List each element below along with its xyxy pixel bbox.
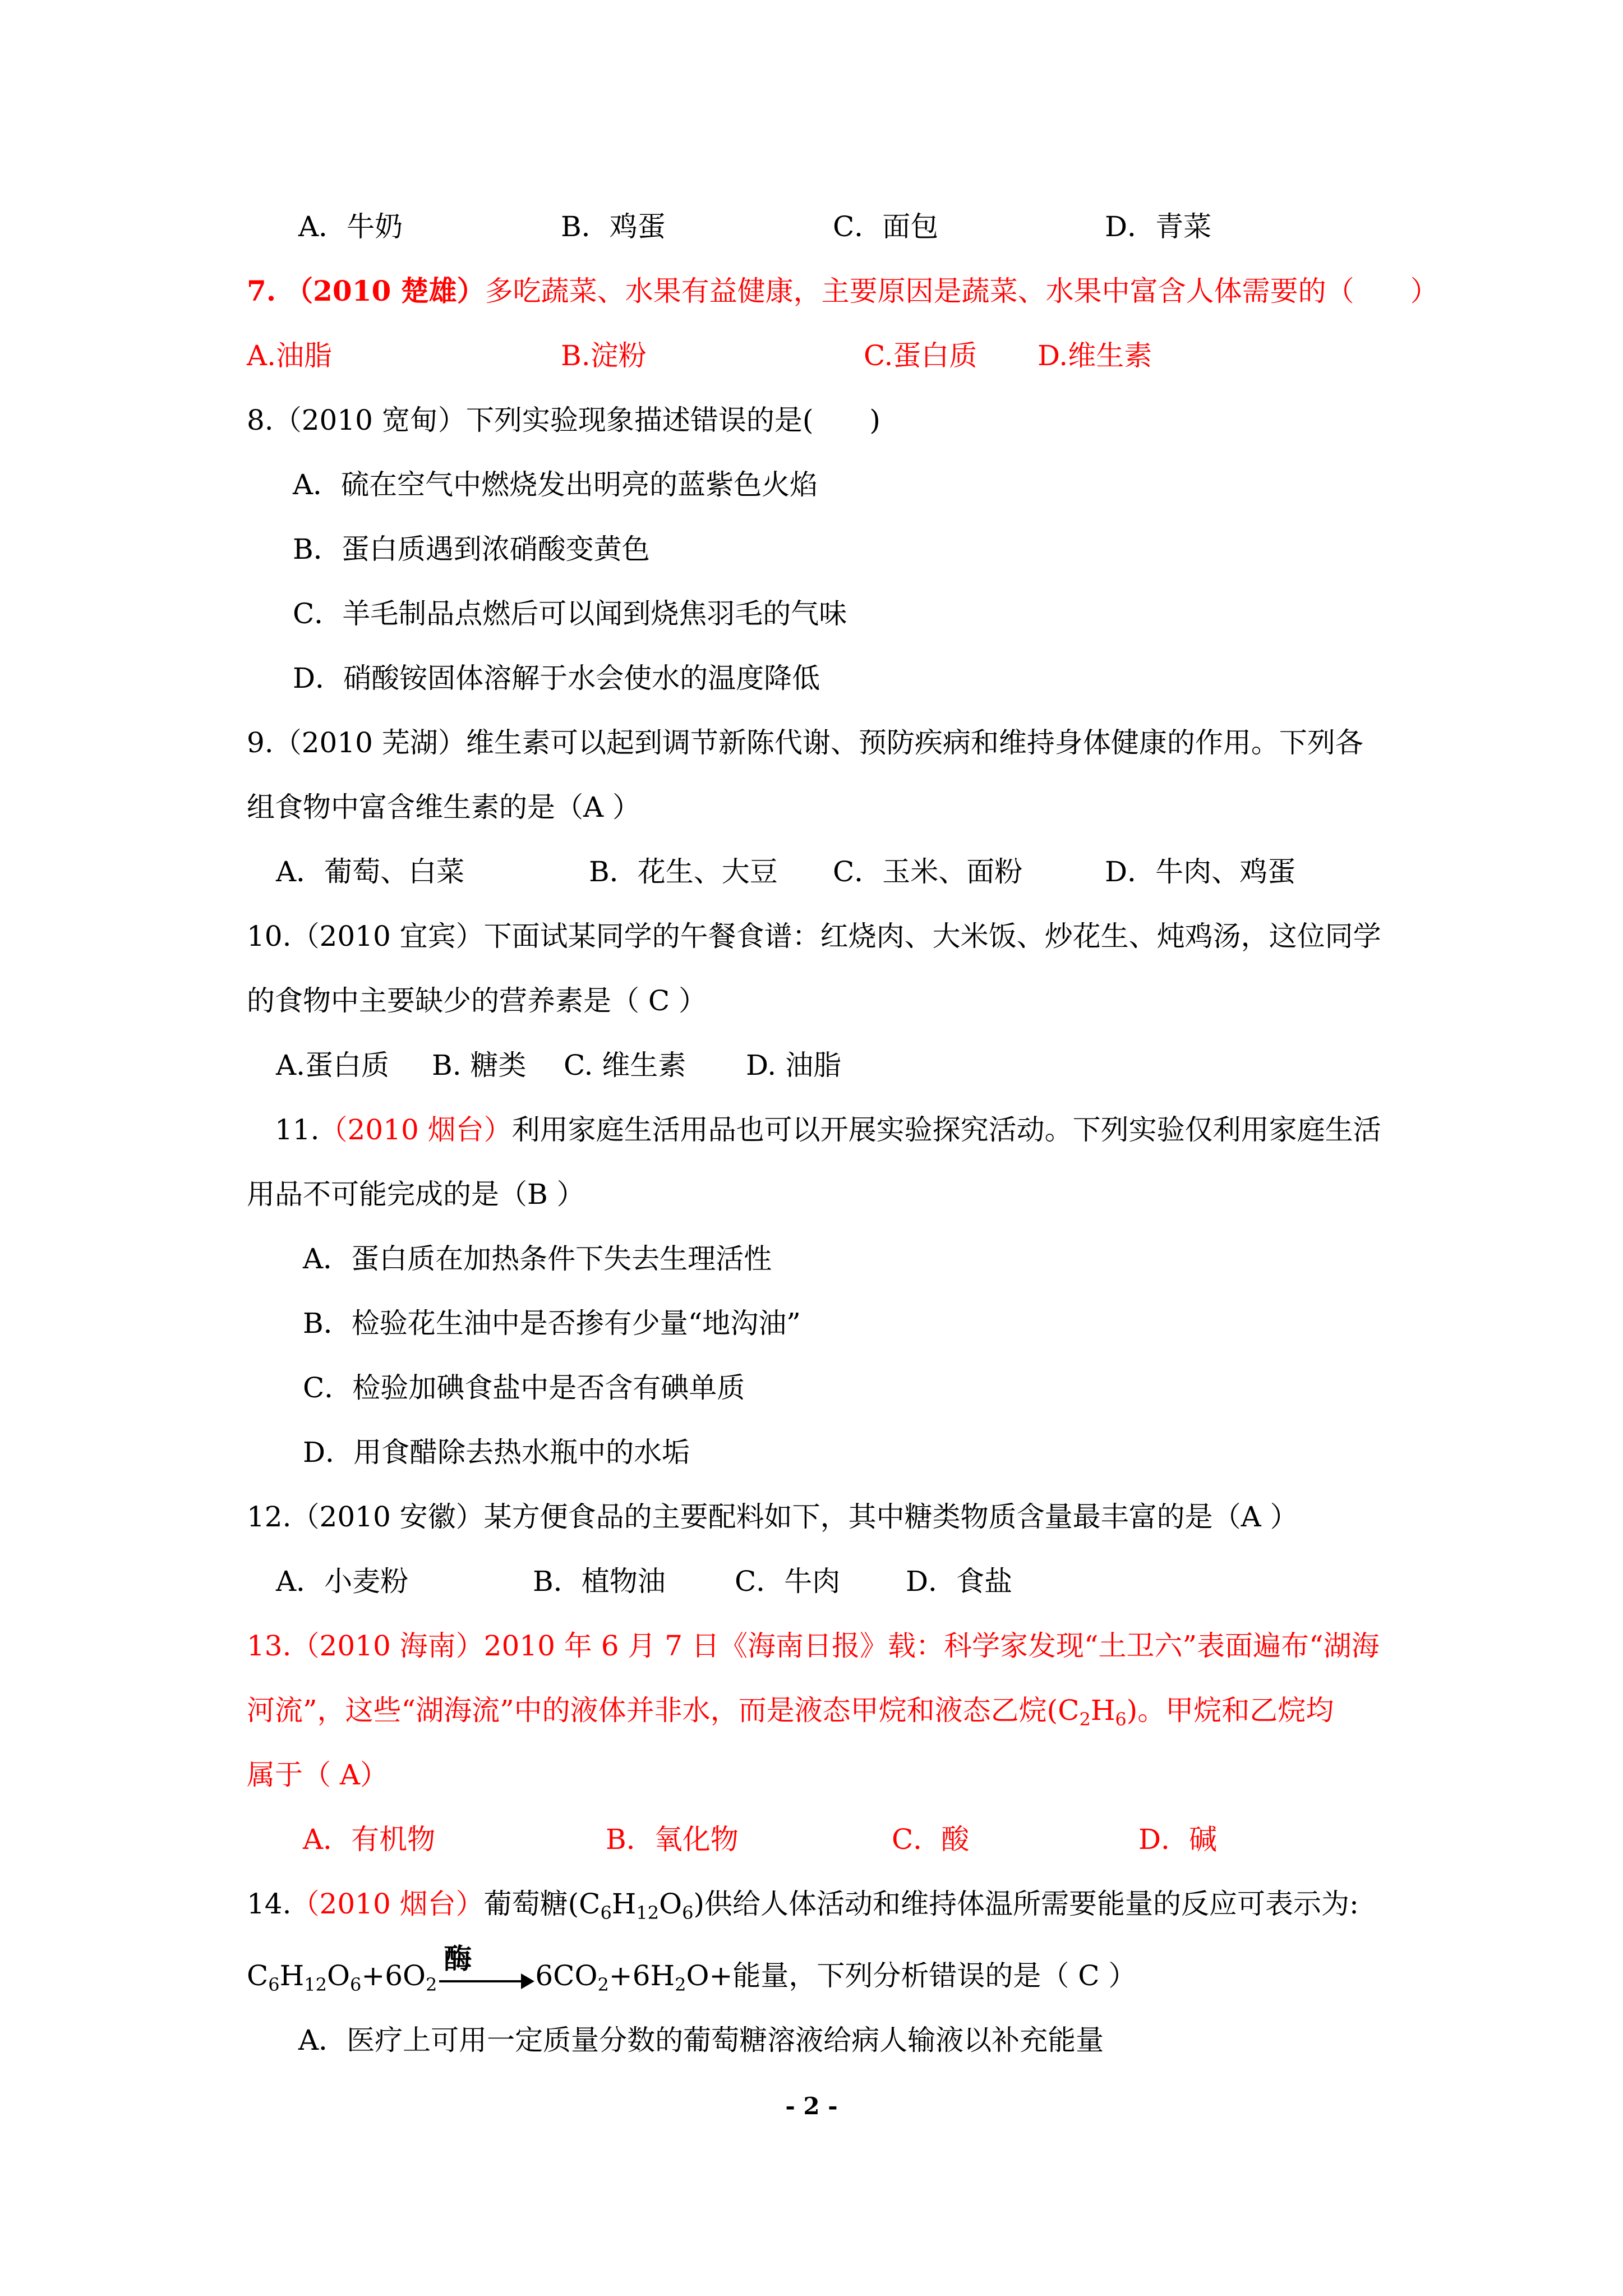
q6-option-d: D．青菜 bbox=[1105, 210, 1212, 243]
q11-option-a: A．蛋白质在加热条件下失去生理活性 bbox=[303, 1243, 772, 1275]
eq-text: C bbox=[247, 1959, 269, 1992]
q11-text: 利用家庭生活用品也可以开展实验探究活动。下列实验仅利用家庭生活 bbox=[511, 1114, 1381, 1146]
eq-text: 6CO bbox=[535, 1959, 598, 1992]
q11-option-b: B．检验花生油中是否掺有少量“地沟油” bbox=[303, 1307, 801, 1340]
q13-subscript: 6 bbox=[1115, 1709, 1127, 1730]
q11-source: （2010 烟台） bbox=[319, 1114, 512, 1146]
eq-text: +6H bbox=[608, 1959, 675, 1992]
q13-option-b: B．氧化物 bbox=[606, 1823, 739, 1856]
q7-option-c: C.蛋白质 bbox=[864, 339, 978, 372]
q8-option-c: C．羊毛制品点燃后可以闻到烧焦羽毛的气味 bbox=[293, 597, 847, 630]
q14-stem-text: )供给人体活动和维持体温所需要能量的反应可表示为: bbox=[693, 1888, 1359, 1920]
q13-option-c: C．酸 bbox=[892, 1823, 970, 1856]
eq-subscript: 2 bbox=[426, 1974, 437, 1995]
eq-subscript: 12 bbox=[304, 1974, 327, 1995]
q7-option-a: A.油脂 bbox=[247, 339, 333, 372]
eq-text: O bbox=[326, 1959, 350, 1992]
q13-stem-line2 bbox=[247, 1692, 1334, 1728]
q10-stem-line2: 的食物中主要缺少的营养素是（ C ） bbox=[247, 984, 707, 1017]
q12-option-a: A．小麦粉 bbox=[276, 1565, 409, 1598]
q11-stem-line1 bbox=[275, 1112, 1381, 1148]
q12-option-c: C．牛肉 bbox=[735, 1565, 841, 1598]
q8-option-b: B．蛋白质遇到浓硝酸变黄色 bbox=[293, 533, 650, 565]
q14-stem-text: O bbox=[659, 1888, 683, 1920]
q10-option-d: D. 油脂 bbox=[746, 1049, 842, 1082]
q8-option-a: A．硫在空气中燃烧发出明亮的蓝紫色火焰 bbox=[293, 468, 818, 501]
eq-subscript: 6 bbox=[268, 1974, 280, 1995]
arrow-head-icon bbox=[521, 1973, 534, 1989]
q7-source: （2010 楚雄） bbox=[285, 274, 485, 307]
q10-option-c: C. 维生素 bbox=[564, 1049, 686, 1082]
q14-stem-text: 葡萄糖(C bbox=[483, 1888, 601, 1920]
q11-number: 11. bbox=[275, 1114, 320, 1146]
eq-subscript: 2 bbox=[675, 1974, 686, 1995]
eq-subscript: 2 bbox=[597, 1974, 609, 1995]
q14-equation bbox=[247, 1942, 1137, 1995]
q11-option-c: C．检验加碘食盐中是否含有碘单质 bbox=[303, 1372, 745, 1404]
q11-stem-line2: 用品不可能完成的是（B ） bbox=[247, 1178, 585, 1211]
q9-stem-line1: 9.（2010 芜湖）维生素可以起到调节新陈代谢、预防疾病和维持身体健康的作用。下列各 bbox=[247, 726, 1363, 759]
q6-option-b: B．鸡蛋 bbox=[561, 210, 666, 243]
q6-option-c: C．面包 bbox=[833, 210, 939, 243]
q14-subscript: 6 bbox=[600, 1902, 612, 1924]
page-number: - 2 - bbox=[785, 2092, 838, 2120]
q13-stem-line1: 13.（2010 海南）2010 年 6 月 7 日《海南日报》载：科学家发现“土卫六”表面遍布“湖海 bbox=[247, 1630, 1380, 1662]
q7-stem bbox=[247, 273, 1438, 309]
q10-stem-line1: 10.（2010 宜宾）下面试某同学的午餐食谱：红烧肉、大米饭、炒花生、炖鸡汤，这位同学 bbox=[247, 920, 1381, 953]
q9-option-d: D．牛肉、鸡蛋 bbox=[1105, 855, 1296, 888]
q13-line2-text: 河流”，这些“湖海流”中的液体并非水，而是液态甲烷和液态乙烷(C bbox=[247, 1694, 1080, 1727]
q13-option-d: D．碱 bbox=[1138, 1823, 1218, 1856]
q9-option-b: B．花生、大豆 bbox=[589, 855, 778, 888]
eq-subscript: 6 bbox=[349, 1974, 362, 1995]
q13-subscript: 2 bbox=[1079, 1709, 1091, 1730]
q13-stem-line3: 属于（ A） bbox=[247, 1759, 389, 1791]
q13-option-a: A．有机物 bbox=[303, 1823, 436, 1856]
eq-text: +6O bbox=[361, 1959, 426, 1992]
q14-stem bbox=[247, 1886, 1359, 1922]
q14-subscript: 6 bbox=[682, 1902, 694, 1924]
arrow-line bbox=[439, 1980, 523, 1982]
q7-text: 多吃蔬菜、水果有益健康，主要原因是蔬菜、水果中富含人体需要的（ ） bbox=[485, 275, 1438, 307]
q13-line2-text: H bbox=[1090, 1694, 1115, 1727]
q8-stem: 8.（2010 宽甸）下列实验现象描述错误的是( ) bbox=[247, 404, 880, 436]
q14-source: （2010 烟台） bbox=[291, 1888, 484, 1920]
q7-number: 7. bbox=[247, 274, 276, 307]
q12-option-d: D．食盐 bbox=[906, 1565, 1013, 1598]
eq-text: O+能量，下列分析错误的是（ C ） bbox=[686, 1959, 1137, 1992]
q9-option-c: C．玉米、面粉 bbox=[833, 855, 1023, 888]
eq-text: H bbox=[279, 1959, 305, 1992]
q13-line2-text: )。甲烷和乙烷均 bbox=[1126, 1694, 1334, 1727]
q14-stem-text: H bbox=[611, 1888, 637, 1920]
q8-option-d: D．硝酸铵固体溶解于水会使水的温度降低 bbox=[293, 662, 820, 694]
q14-option-a: A．医疗上可用一定质量分数的葡萄糖溶液给病人输液以补充能量 bbox=[298, 2024, 1104, 2056]
q12-option-b: B．植物油 bbox=[533, 1565, 666, 1598]
enzyme-label: 酶 bbox=[444, 1942, 472, 1975]
q9-option-a: A．葡萄、白菜 bbox=[276, 855, 465, 888]
q11-option-d: D．用食醋除去热水瓶中的水垢 bbox=[303, 1436, 690, 1469]
q6-option-a: A．牛奶 bbox=[298, 210, 403, 243]
q14-number: 14. bbox=[247, 1888, 292, 1920]
q14-subscript: 12 bbox=[636, 1902, 660, 1924]
q9-stem-line2: 组食物中富含维生素的是（A ） bbox=[247, 791, 641, 823]
q7-option-b: B.淀粉 bbox=[561, 339, 647, 372]
q7-option-d: D.维生素 bbox=[1038, 339, 1152, 372]
q10-option-a: A.蛋白质 bbox=[276, 1049, 390, 1082]
q10-option-b: B. 糖类 bbox=[432, 1049, 527, 1082]
q12-stem: 12.（2010 安徽）某方便食品的主要配料如下，其中糖类物质含量最丰富的是（A ） bbox=[247, 1501, 1298, 1533]
reaction-arrow bbox=[437, 1942, 535, 1994]
